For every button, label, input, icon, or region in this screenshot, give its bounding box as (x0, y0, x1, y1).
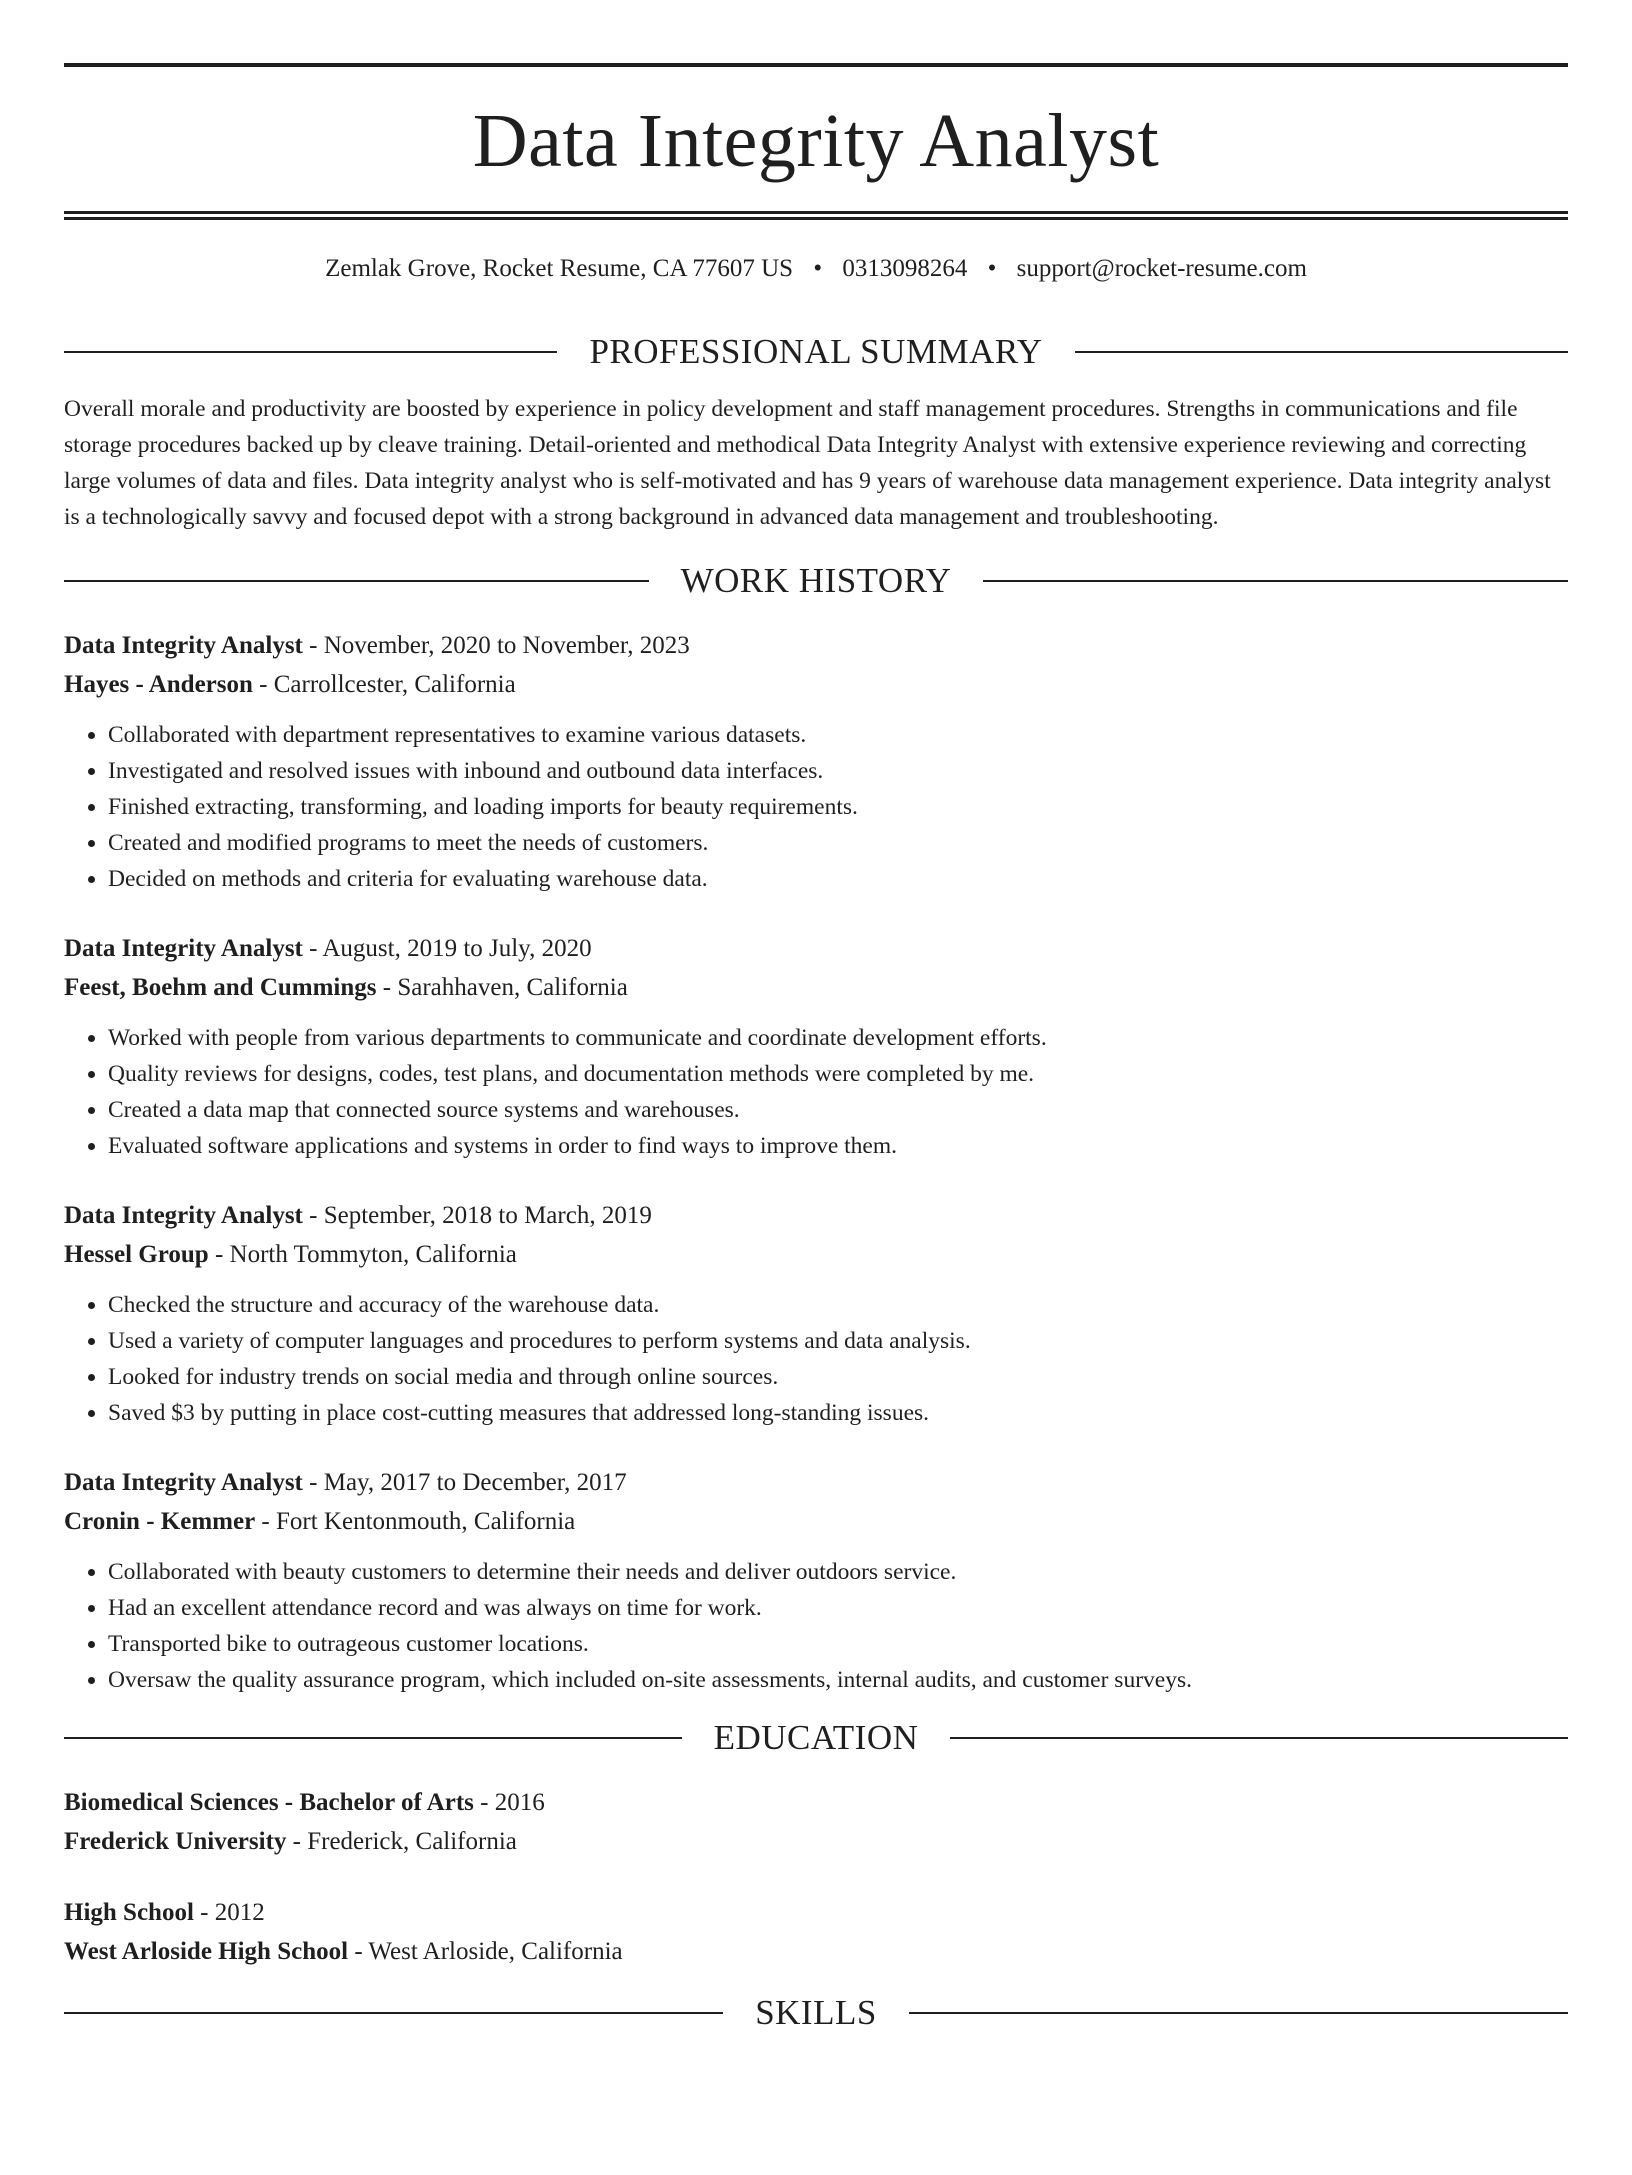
job-title-line (64, 1196, 1568, 1235)
education-school-line (64, 1932, 1568, 1971)
heading-rule (64, 2012, 723, 2014)
list-item: • Investigated and resolved issues with inbound and outbound data interfaces. (108, 753, 1568, 789)
list-item: • Collaborated with beauty customers to determine their needs and deliver outdoors service. (108, 1554, 1568, 1590)
contact-phone: 0313098264 (842, 255, 968, 282)
list-item: • Transported bike to outrageous customer locations. (108, 1626, 1568, 1662)
section-title: EDUCATION (713, 1718, 919, 1757)
job-company: Feest, Boehm and Cummings (64, 974, 377, 1001)
job-title: Data Integrity Analyst (64, 632, 303, 659)
list-item: • Created and modified programs to meet the needs of customers. (108, 825, 1568, 861)
list-item: • Had an excellent attendance record and was always on time for work. (108, 1590, 1568, 1626)
job-dates: - September, 2018 to March, 2019 (302, 1202, 652, 1229)
job-company-line (64, 968, 1568, 1007)
list-item: • Oversaw the quality assurance program, which included on-site assessments, internal audits, and customer surveys. (108, 1662, 1568, 1698)
section-heading-education (64, 1720, 1568, 1755)
contact-line (64, 254, 1568, 284)
double-rule (64, 211, 1568, 220)
contact-address: Zemlak Grove, Rocket Resume, CA 77607 US (325, 255, 794, 282)
heading-rule (64, 580, 649, 582)
education-location: - Frederick, California (286, 1828, 517, 1855)
job-bullets (64, 1020, 1568, 1164)
job-bullets (64, 1554, 1568, 1698)
education-degree: High School (64, 1899, 194, 1926)
heading-rule (950, 1737, 1568, 1739)
job-dates: - May, 2017 to December, 2017 (302, 1469, 627, 1496)
list-item: • Evaluated software applications and systems in order to find ways to improve them. (108, 1128, 1568, 1164)
heading-rule (1075, 351, 1568, 353)
job-title-line (64, 1463, 1568, 1502)
page-title: Data Integrity Analyst (472, 99, 1160, 183)
heading-rule (983, 580, 1568, 582)
resume-page (0, 63, 1632, 2175)
job-bullets (64, 717, 1568, 897)
list-item: • Checked the structure and accuracy of the warehouse data. (108, 1287, 1568, 1323)
job-dates: - November, 2020 to November, 2023 (302, 632, 690, 659)
education-school-line (64, 1822, 1568, 1861)
job-company: Hayes - Anderson (64, 671, 253, 698)
job-title: Data Integrity Analyst (64, 1202, 303, 1229)
education-entry (64, 1893, 1568, 1971)
heading-rule (64, 351, 557, 353)
top-rule (64, 63, 1568, 67)
list-item: • Used a variety of computer languages and procedures to perform systems and data analysis. (108, 1323, 1568, 1359)
education-degree-line (64, 1783, 1568, 1822)
contact-email: support@rocket-resume.com (1016, 255, 1307, 282)
job-company: Cronin - Kemmer (64, 1508, 256, 1535)
education-year: - 2016 (473, 1789, 545, 1816)
education-degree-line (64, 1893, 1568, 1932)
job-company: Hessel Group (64, 1241, 209, 1268)
section-title: PROFESSIONAL SUMMARY (589, 332, 1043, 371)
job-location: - Sarahhaven, California (376, 974, 628, 1001)
job-location: - Fort Kentonmouth, California (255, 1508, 576, 1535)
list-item: • Collaborated with department representatives to examine various datasets. (108, 717, 1568, 753)
list-item: • Looked for industry trends on social media and through online sources. (108, 1359, 1568, 1395)
education-entry (64, 1783, 1568, 1861)
list-item: • Saved $3 by putting in place cost-cutting measures that addressed long-standing issues. (108, 1395, 1568, 1431)
section-heading-skills (64, 1995, 1568, 2030)
summary-text: Overall morale and productivity are boosted by experience in policy development and staff management procedures. Strengths in communications and file storage procedures backed up by cleave training. Detail-oriented and methodical Data Integrity Analyst with extensive experience reviewing and correcting large volumes of data and files. Data integrity analyst who is self-motivated and has 9 years of warehouse data management experience. Data integrity analyst is a technologically savvy and focused depot with a strong background in advanced data management and troubleshooting. (64, 396, 1551, 530)
job-title-line (64, 626, 1568, 665)
job-title: Data Integrity Analyst (64, 1469, 303, 1496)
education-school: Frederick University (64, 1828, 287, 1855)
job-company-line (64, 665, 1568, 704)
education-school: West Arloside High School (64, 1938, 349, 1965)
heading-rule (64, 1737, 682, 1739)
job-location: - Carrollcester, California (252, 671, 516, 698)
job-title: Data Integrity Analyst (64, 935, 303, 962)
job-location: - North Tommyton, California (208, 1241, 517, 1268)
job-entry (64, 1196, 1568, 1431)
list-item: • Worked with people from various departments to communicate and coordinate development efforts. (108, 1020, 1568, 1056)
job-entry (64, 929, 1568, 1164)
contact-separator: • (987, 255, 997, 282)
section-title: WORK HISTORY (680, 561, 952, 600)
list-item: • Created a data map that connected source systems and warehouses. (108, 1092, 1568, 1128)
list-item: • Decided on methods and criteria for evaluating warehouse data. (108, 861, 1568, 897)
section-heading-work (64, 563, 1568, 598)
job-company-line (64, 1235, 1568, 1274)
job-entry (64, 626, 1568, 897)
heading-rule (909, 2012, 1568, 2014)
education-location: - West Arloside, California (348, 1938, 623, 1965)
job-company-line (64, 1502, 1568, 1541)
job-bullets (64, 1287, 1568, 1431)
job-entry (64, 1463, 1568, 1698)
contact-separator: • (813, 255, 823, 282)
education-year: - 2012 (193, 1899, 265, 1926)
section-title: SKILLS (755, 1993, 877, 2032)
section-heading-summary (64, 334, 1568, 369)
list-item: • Quality reviews for designs, codes, test plans, and documentation methods were completed by me. (108, 1056, 1568, 1092)
education-degree: Biomedical Sciences - Bachelor of Arts (64, 1789, 474, 1816)
job-title-line (64, 929, 1568, 968)
job-dates: - August, 2019 to July, 2020 (302, 935, 592, 962)
list-item: • Finished extracting, transforming, and loading imports for beauty requirements. (108, 789, 1568, 825)
